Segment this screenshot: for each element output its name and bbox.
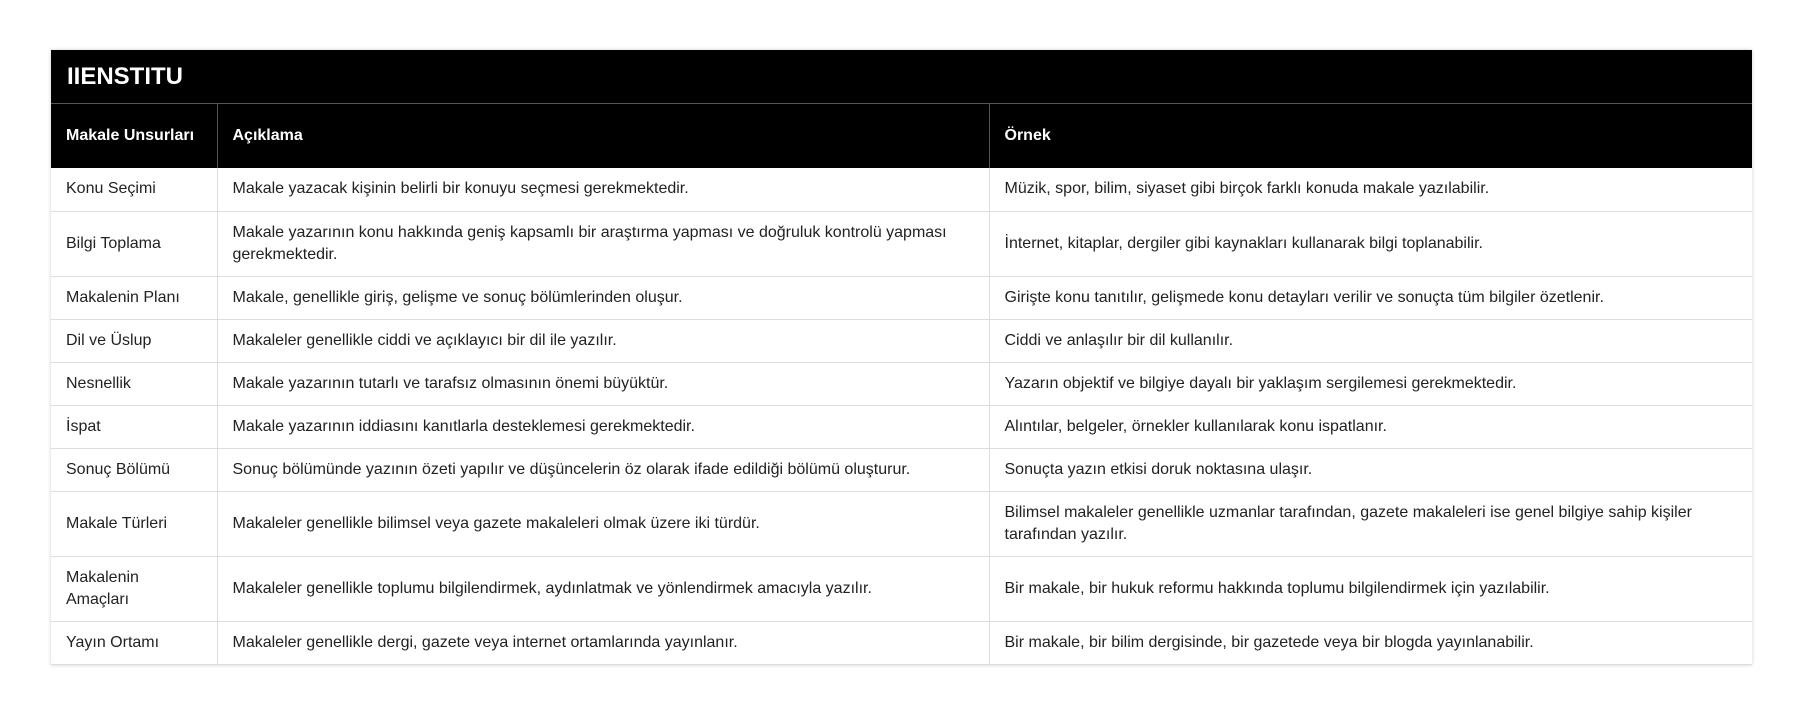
table-cell: Makale Türleri (51, 491, 217, 556)
table-cell: Yayın Ortamı (51, 621, 217, 664)
table-row (51, 211, 1752, 276)
column-header-ornek: Örnek (989, 104, 1752, 168)
table-cell: Makaleler genellikle bilimsel veya gazete makaleleri olmak üzere iki türdür. (217, 491, 989, 556)
table-header-row (51, 104, 1752, 168)
table-cell: Makaleler genellikle ciddi ve açıklayıcı bir dil ile yazılır. (217, 319, 989, 362)
table-row (51, 556, 1752, 621)
table-cell: Makale, genellikle giriş, gelişme ve sonuç bölümlerinden oluşur. (217, 276, 989, 319)
table-cell: Sonuç bölümünde yazının özeti yapılır ve düşüncelerin öz olarak ifade edildiği bölümü oluşturur. (217, 448, 989, 491)
table-row (51, 362, 1752, 405)
table-cell: Alıntılar, belgeler, örnekler kullanılarak konu ispatlanır. (989, 405, 1752, 448)
table-row (51, 319, 1752, 362)
table-cell: Makaleler genellikle dergi, gazete veya internet ortamlarında yayınlanır. (217, 621, 989, 664)
data-table-container (51, 50, 1752, 665)
table-cell: İspat (51, 405, 217, 448)
table-cell: Makalenin Planı (51, 276, 217, 319)
table-cell: Makale yazarının tutarlı ve tarafsız olmasının önemi büyüktür. (217, 362, 989, 405)
table-cell: Dil ve Üslup (51, 319, 217, 362)
table-cell: Bir makale, bir bilim dergisinde, bir gazetede veya bir blogda yayınlanabilir. (989, 621, 1752, 664)
table-cell: Makaleler genellikle toplumu bilgilendirmek, aydınlatmak ve yönlendirmek amacıyla yazılır. (217, 556, 989, 621)
column-header-aciklama: Açıklama (217, 104, 989, 168)
table-row (51, 491, 1752, 556)
table-row (51, 405, 1752, 448)
table-cell: Bir makale, bir hukuk reformu hakkında toplumu bilgilendirmek için yazılabilir. (989, 556, 1752, 621)
table-cell: Müzik, spor, bilim, siyaset gibi birçok farklı konuda makale yazılabilir. (989, 168, 1752, 211)
data-table (51, 104, 1752, 665)
table-cell: Nesnellik (51, 362, 217, 405)
column-header-makale-unsurlari: Makale Unsurları (51, 104, 217, 168)
table-cell: Konu Seçimi (51, 168, 217, 211)
table-cell: Girişte konu tanıtılır, gelişmede konu detayları verilir ve sonuçta tüm bilgiler özetlenir. (989, 276, 1752, 319)
brand-title: IIENSTITU (51, 50, 1752, 104)
table-cell: Makalenin Amaçları (51, 556, 217, 621)
table-cell: Sonuçta yazın etkisi doruk noktasına ulaşır. (989, 448, 1752, 491)
table-row (51, 168, 1752, 211)
table-row (51, 621, 1752, 664)
table-cell: Makale yazacak kişinin belirli bir konuyu seçmesi gerekmektedir. (217, 168, 989, 211)
table-row (51, 276, 1752, 319)
table-cell: Makale yazarının konu hakkında geniş kapsamlı bir araştırma yapması ve doğruluk kontrolü yapması gerekmektedir. (217, 211, 989, 276)
table-cell: Yazarın objektif ve bilgiye dayalı bir yaklaşım sergilemesi gerekmektedir. (989, 362, 1752, 405)
table-cell: Bilgi Toplama (51, 211, 217, 276)
table-cell: Makale yazarının iddiasını kanıtlarla desteklemesi gerekmektedir. (217, 405, 989, 448)
table-row (51, 448, 1752, 491)
table-cell: Bilimsel makaleler genellikle uzmanlar tarafından, gazete makaleleri ise genel bilgiye sahip kişiler tarafından yazılır. (989, 491, 1752, 556)
table-cell: Ciddi ve anlaşılır bir dil kullanılır. (989, 319, 1752, 362)
table-cell: İnternet, kitaplar, dergiler gibi kaynakları kullanarak bilgi toplanabilir. (989, 211, 1752, 276)
table-cell: Sonuç Bölümü (51, 448, 217, 491)
